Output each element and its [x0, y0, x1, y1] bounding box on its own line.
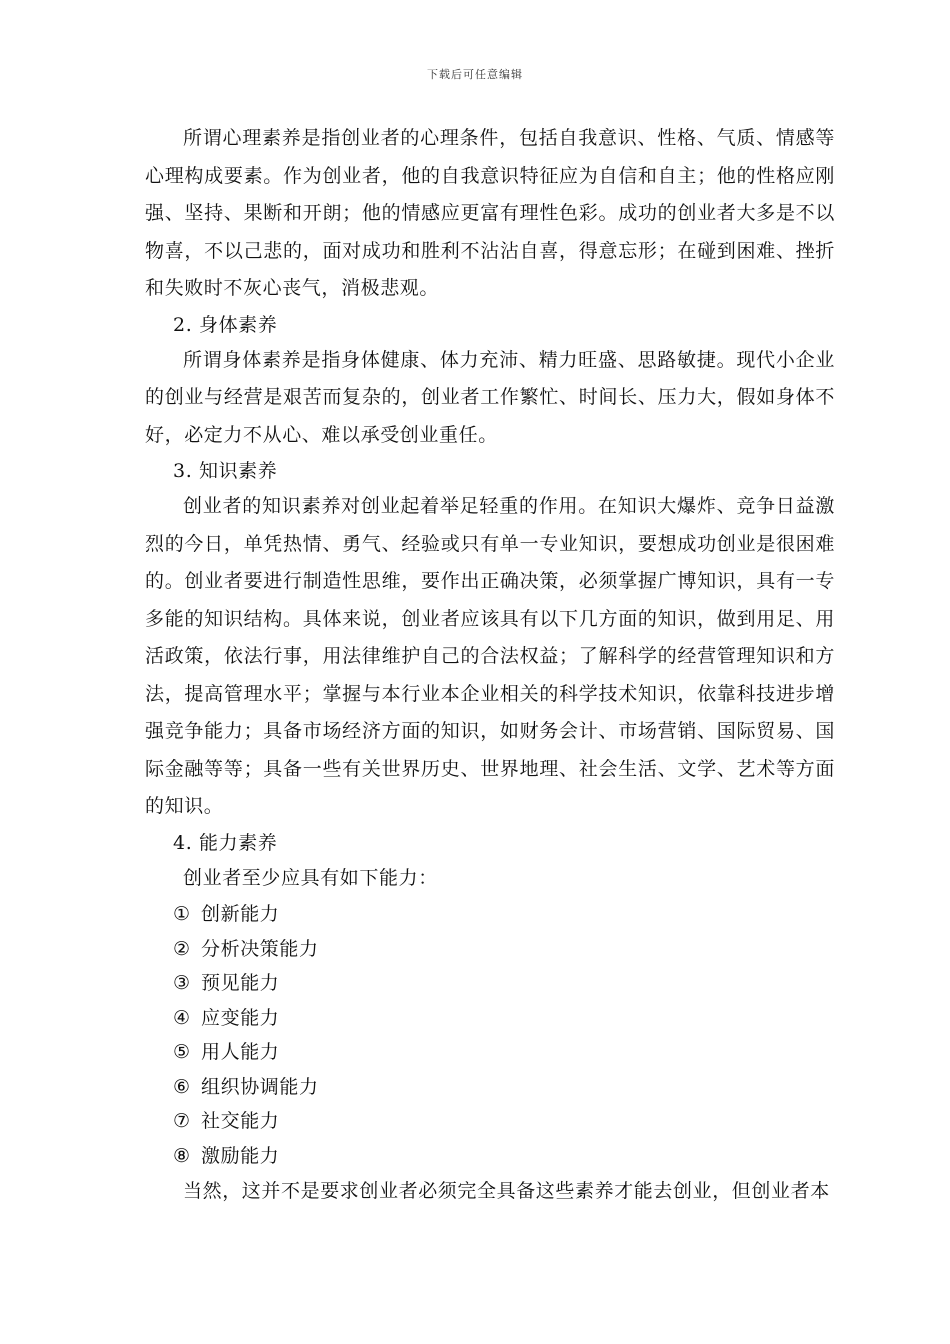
list-number: ⑦	[173, 1110, 191, 1132]
list-item	[145, 932, 835, 967]
list-label: 创新能力	[201, 903, 280, 925]
list-label: 用人能力	[201, 1041, 280, 1063]
list-number: ⑥	[173, 1075, 191, 1098]
document-body	[145, 120, 835, 1211]
list-label: 分析决策能力	[201, 937, 319, 960]
paragraph-conclusion: 当然，这并不是要求创业者必须完全具备这些素养才能去创业，但创业者本	[183, 1180, 830, 1202]
list-item	[145, 966, 835, 1001]
list-number: ③	[173, 972, 191, 994]
list-item	[145, 1070, 835, 1105]
heading-ability: 4. 能力素养	[173, 831, 278, 854]
page-header: 下载后可任意编辑	[427, 68, 523, 81]
list-number: ⑤	[173, 1041, 191, 1063]
list-item	[145, 1001, 835, 1036]
ability-list	[145, 897, 835, 1173]
list-label: 激励能力	[201, 1144, 280, 1167]
list-item	[145, 1139, 835, 1174]
paragraph-knowledge: 创业者的知识素养对创业起着举足轻重的作用。在知识大爆炸、竞争日益激烈的今日，单凭热情、勇气、经验或只有单一专业知识，要想成功创业是很困难的。创业者要进行制造性思维，要作出正确决策，必须掌握广博知识，具有一专多能的知识结构。具体来说，创业者应该具有以下几方面的知识，做到用足、用活政策，依法行事，用法律维护自己的合法权益；了解科学的经营管理知识和方法，提高管理水平；掌握与本行业本企业相关的科学技术知识，依靠科技进步增强竞争能力；具备市场经济方面的知识，如财务会计、市场营销、国际贸易、国际金融等等；具备一些有关世界历史、世界地理、社会生活、文学、艺术等方面的知识。	[145, 495, 835, 817]
list-number: ④	[173, 1006, 191, 1029]
list-label: 预见能力	[201, 972, 280, 994]
heading-physical: 2. 身体素养	[173, 313, 278, 336]
list-item	[145, 897, 835, 932]
list-item	[145, 1035, 835, 1070]
list-number: ②	[173, 937, 191, 960]
paragraph-ability-intro: 创业者至少应具有如下能力：	[183, 866, 438, 889]
heading-knowledge: 3. 知识素养	[173, 460, 278, 482]
list-number: ⑧	[173, 1144, 191, 1167]
list-item	[145, 1104, 835, 1139]
list-label: 组织协调能力	[201, 1075, 319, 1098]
paragraph-physical: 所谓身体素养是指身体健康、体力充沛、精力旺盛、思路敏捷。现代小企业的创业与经营是艰苦而复杂的，创业者工作繁忙、时间长、压力大，假如身体不好，必定力不从心、难以承受创业重任。	[145, 348, 835, 446]
list-label: 社交能力	[201, 1110, 280, 1132]
list-label: 应变能力	[201, 1006, 280, 1029]
paragraph-psychological: 所谓心理素养是指创业者的心理条件，包括自我意识、性格、气质、情感等心理构成要素。作为创业者，他的自我意识特征应为自信和自主；他的性格应刚强、坚持、果断和开朗；他的情感应更富有理性色彩。成功的创业者大多是不以物喜，不以己悲的，面对成功和胜利不沾沾自喜，得意忘形；在碰到困难、挫折和失败时不灰心丧气，消极悲观。	[145, 127, 835, 299]
list-number: ①	[173, 903, 191, 925]
